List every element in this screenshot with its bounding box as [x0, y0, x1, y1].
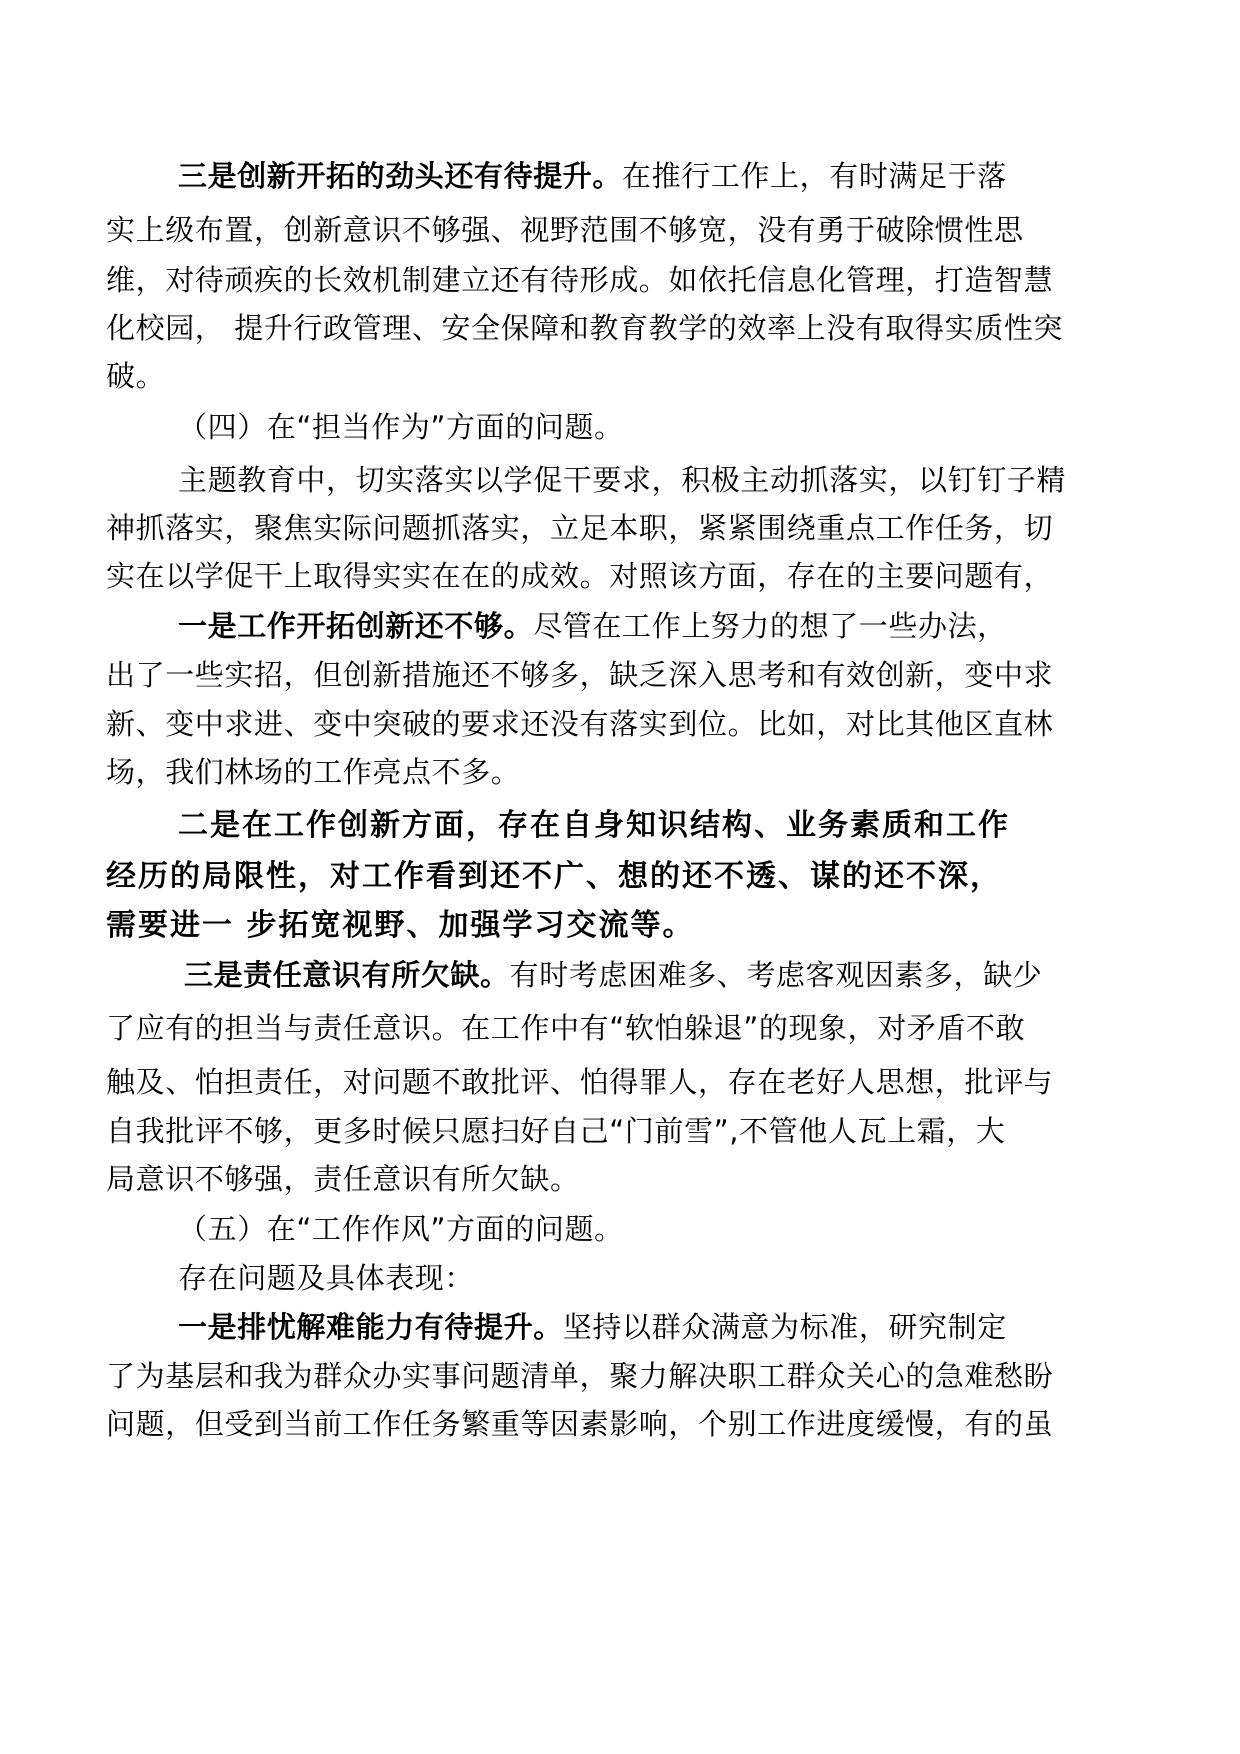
- paragraph-5-line-2: 了应有的担当与责任意识。在工作中有“软怕躲退”的现象，对矛盾不敢: [106, 1011, 1026, 1045]
- paragraph-2-line-1: 主题教育中，切实落实以学促干要求，积极主动抓落实，以钉钉子精: [178, 463, 1067, 497]
- paragraph-3-line-1: [178, 606, 1007, 646]
- section-heading-5: （五）在“工作作风”方面的问题。: [178, 1212, 624, 1246]
- paragraph-5-line-1: [184, 955, 1042, 995]
- paragraph-7-text: 坚持以群众满意为标准，研究制定: [562, 1310, 1007, 1344]
- paragraph-1-line-1: [178, 156, 1007, 196]
- paragraph-5-text: 有时考虑困难多、考虑客观因素多，缺少: [509, 958, 1043, 992]
- paragraph-3-lead: 一是工作开拓创新还不够。: [178, 609, 534, 643]
- paragraph-4-line-3: 需要进一 步拓宽视野、加强学习交流等。: [106, 908, 695, 943]
- paragraph-3-line-2: 出了一些实招，但创新措施还不够多，缺乏深入思考和有效创新，变中求: [106, 658, 1054, 692]
- paragraph-3-line-4: 场，我们林场的工作亮点不多。: [106, 755, 521, 789]
- paragraph-5-line-5: 局意识不够强，责任意识有所欠缺。: [106, 1162, 580, 1196]
- paragraph-6-line-1: 存在问题及具体表现：: [178, 1261, 475, 1295]
- paragraph-1-text: 在推行工作上，有时满足于落: [622, 159, 1007, 193]
- paragraph-7-line-2: 了为基层和我为群众办实事问题清单，聚力解决职工群众关心的急难愁盼: [106, 1359, 1054, 1393]
- paragraph-1-line-3: 维，对待顽疾的长效机制建立还有待形成。如依托信息化管理，打造智慧: [106, 263, 1054, 297]
- paragraph-1-line-4: 化校园， 提升行政管理、安全保障和教育教学的效率上没有取得实质性突: [106, 311, 1064, 345]
- paragraph-5-lead: 三是责任意识有所欠缺。: [184, 958, 510, 992]
- paragraph-3-line-3: 新、变中求进、变中突破的要求还没有落实到位。比如，对比其他区直林: [106, 707, 1054, 741]
- paragraph-4-line-2: 经历的局限性，对工作看到还不广、想的还不透、谋的还不深，: [106, 859, 1002, 894]
- paragraph-1-line-5: 破。: [106, 359, 166, 393]
- paragraph-3-text: 尽管在工作上努力的想了一些办法，: [533, 609, 1007, 643]
- paragraph-5-line-4: 自我批评不够，更多时候只愿扫好自己“门前雪”,不管他人瓦上霜，大: [106, 1114, 1006, 1148]
- paragraph-2-line-2: 神抓落实，聚焦实际问题抓落实，立足本职，紧紧围绕重点工作任务，切: [106, 511, 1054, 545]
- paragraph-7-lead: 一是排忧解难能力有待提升。: [178, 1310, 563, 1344]
- paragraph-1-line-2: 实上级布置，创新意识不够强、视野范围不够宽，没有勇于破除惯性思: [106, 213, 1024, 247]
- paragraph-7-line-3: 问题，但受到当前工作任务繁重等因素影响，个别工作进度缓慢，有的虽: [106, 1407, 1054, 1441]
- paragraph-5-line-3: 触及、怕担责任，对问题不敢批评、怕得罪人，存在老好人思想，批评与: [106, 1065, 1054, 1099]
- paragraph-4-line-1: 二是在工作创新方面，存在自身知识结构、业务素质和工作: [178, 808, 1010, 843]
- paragraph-1-lead: 三是创新开拓的劲头还有待提升。: [178, 159, 623, 193]
- section-heading-4: （四）在“担当作为”方面的问题。: [178, 410, 624, 444]
- paragraph-7-line-1: [178, 1307, 1007, 1347]
- paragraph-2-line-3: 实在以学促干上取得实实在在的成效。对照该方面，存在的主要问题有，: [106, 559, 1054, 593]
